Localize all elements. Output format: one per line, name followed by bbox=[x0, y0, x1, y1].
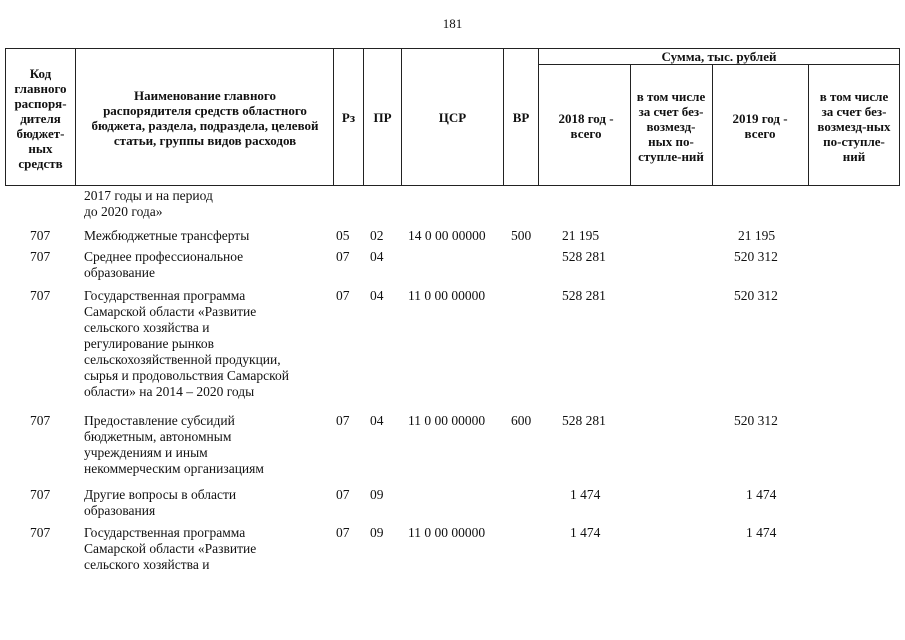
row-code: 707 bbox=[30, 228, 51, 243]
row-csr: 11 0 00 00000 bbox=[408, 525, 486, 540]
row-2018: 1 474 bbox=[570, 525, 601, 540]
row-pr: 09 bbox=[370, 525, 384, 540]
row-vr: 600 bbox=[511, 413, 532, 428]
row-csr: 11 0 00 00000 bbox=[408, 288, 486, 303]
page-number: 181 bbox=[442, 16, 463, 31]
row-pr: 09 bbox=[370, 487, 384, 502]
row-rz: 07 bbox=[336, 413, 350, 428]
row-rz: 07 bbox=[336, 525, 350, 540]
row-code: 707 bbox=[30, 525, 51, 540]
header-vr: ВР bbox=[512, 109, 530, 125]
row-2018: 21 195 bbox=[562, 228, 600, 243]
row-code: 707 bbox=[30, 288, 51, 303]
row-code: 707 bbox=[30, 249, 51, 264]
table-header bbox=[5, 48, 900, 186]
header-rz: Рз bbox=[341, 109, 356, 125]
row-2018: 1 474 bbox=[570, 487, 601, 502]
row-rz: 05 bbox=[336, 228, 350, 243]
header-csr: ЦСР bbox=[438, 109, 467, 125]
row-pr: 04 bbox=[370, 249, 384, 264]
row-name: Государственная программа Самарской области «Развитие сельского хозяйства и bbox=[84, 525, 257, 572]
row-rz: 07 bbox=[336, 487, 350, 502]
row-name: Государственная программа Самарской области «Развитие сельского хозяйства и регулирование рынков сельскохозяйственной продукции, сырья и продовольствия Самарской области» на 2014 – 2020 годы bbox=[84, 288, 289, 399]
row-vr: 500 bbox=[511, 228, 532, 243]
row-2018: 528 281 bbox=[562, 413, 606, 428]
row-2019: 520 312 bbox=[734, 413, 778, 428]
row-code: 707 bbox=[30, 413, 51, 428]
header-2018-total: 2018 год - всего bbox=[558, 111, 614, 141]
row-name: Среднее профессиональное образование bbox=[84, 249, 244, 280]
row-2019: 520 312 bbox=[734, 288, 778, 303]
header-sum: Сумма, тыс. рублей bbox=[661, 48, 777, 64]
header-2018-free: в том числе за счет без-возмезд-ных по-ступле-ний bbox=[636, 88, 706, 164]
row-csr: 14 0 00 00000 bbox=[408, 228, 486, 243]
header-code: Код главного распоря-дителя бюджет-ных средств bbox=[14, 65, 67, 171]
row-code: 707 bbox=[30, 487, 51, 502]
row-2018: 528 281 bbox=[562, 249, 606, 264]
header-pr: ПР bbox=[373, 109, 392, 125]
header-name: Наименование главного распорядителя средств областного бюджета, раздела, подраздела, целевой статьи, группы видов расходов bbox=[91, 88, 319, 148]
row-2018: 528 281 bbox=[562, 288, 606, 303]
row-pr: 04 bbox=[370, 288, 384, 303]
row-2019: 1 474 bbox=[746, 525, 777, 540]
row-name: Межбюджетные трансферты bbox=[84, 228, 250, 243]
row-pr: 02 bbox=[370, 228, 384, 243]
row-rz: 07 bbox=[336, 249, 350, 264]
row-2019: 520 312 bbox=[734, 249, 778, 264]
header-2019-free: в том числе за счет без-возмезд-ных по-ступле-ний bbox=[817, 88, 891, 164]
continuation-text: 2017 годы и на период до 2020 года» bbox=[84, 188, 213, 219]
row-rz: 07 bbox=[336, 288, 350, 303]
row-2019: 1 474 bbox=[746, 487, 777, 502]
header-2019-total: 2019 год - всего bbox=[732, 111, 788, 141]
row-name: Предоставление субсидий бюджетным, автономным учреждениям и иным некоммерческим организациям bbox=[84, 413, 264, 476]
row-pr: 04 bbox=[370, 413, 384, 428]
row-2019: 21 195 bbox=[738, 228, 776, 243]
row-name: Другие вопросы в области образования bbox=[84, 487, 237, 518]
row-csr: 11 0 00 00000 bbox=[408, 413, 486, 428]
